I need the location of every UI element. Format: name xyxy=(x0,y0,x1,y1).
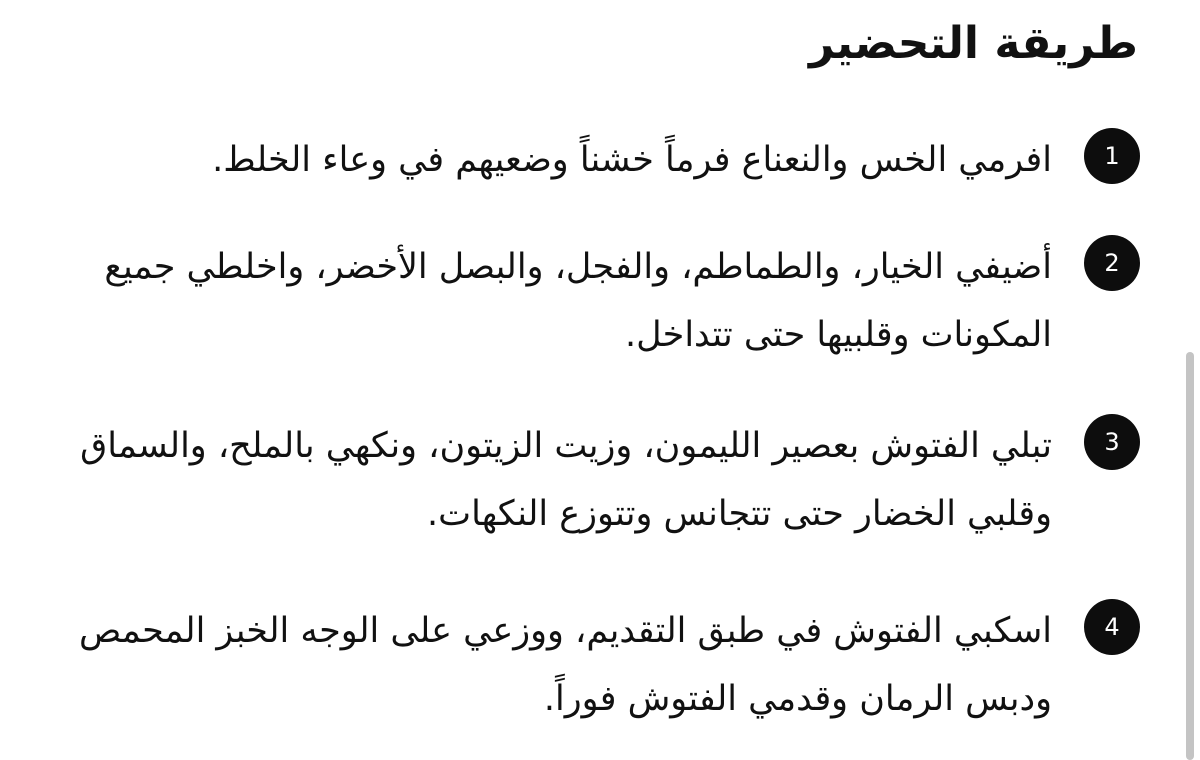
step-number-badge: 2 xyxy=(1084,235,1140,291)
scrollbar[interactable] xyxy=(1180,0,1200,760)
step-number-badge: 1 xyxy=(1084,128,1140,184)
scrollbar-thumb[interactable] xyxy=(1186,352,1194,760)
step-text: تبلي الفتوش بعصير الليمون، وزيت الزيتون، ونكهي بالملح، والسماق وقلبي الخضار حتى تتجانس وتتوزع النكهات. xyxy=(80,426,1052,534)
step-number-badge: 3 xyxy=(1084,414,1140,470)
step-number-badge: 4 xyxy=(1084,599,1140,655)
step-text: افرمي الخس والنعناع فرماً خشناً وضعيهم في وعاء الخلط. xyxy=(212,140,1052,180)
step-text: أضيفي الخيار، والطماطم، والفجل، والبصل الأخضر، واخلطي جميع المكونات وقلبيها حتى تتداخل. xyxy=(104,247,1052,355)
page-title: طريقة التحضير xyxy=(809,18,1138,69)
step-text: اسكبي الفتوش في طبق التقديم، ووزعي على الوجه الخبز المحمص ودبس الرمان وقدمي الفتوش فوراً. xyxy=(78,611,1052,719)
